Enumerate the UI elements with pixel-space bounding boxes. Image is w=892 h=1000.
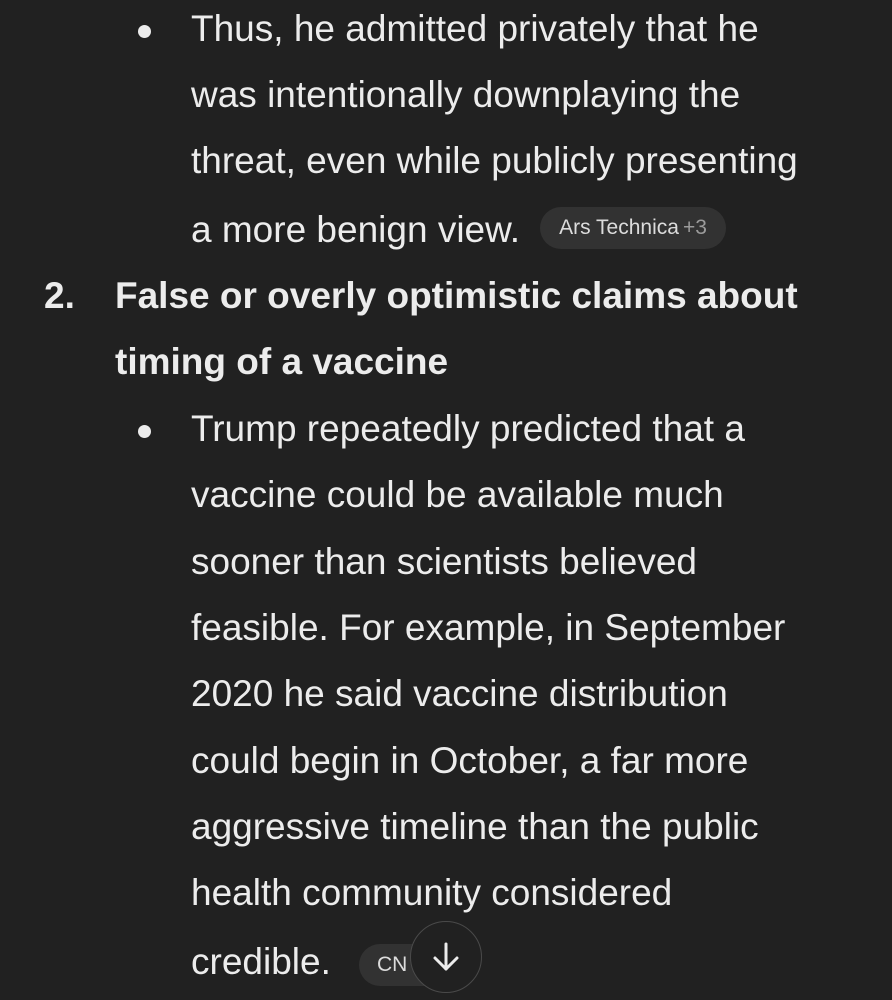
bullet-text-line: aggressive timeline than the public (191, 806, 759, 847)
arrow-down-icon (429, 940, 463, 974)
bullet-text-line: sooner than scientists believed (191, 541, 697, 582)
bullet-text-line: health community considered (191, 872, 673, 913)
scroll-to-bottom-button[interactable] (410, 921, 482, 993)
list-heading-line: timing of a vaccine (115, 341, 449, 382)
citation-source: Ars Technica (559, 216, 679, 240)
bullet-text-line: was intentionally downplaying the (191, 74, 741, 115)
bullet-text-line: could begin in October, a far more (191, 740, 749, 781)
bullet-text-line: feasible. For example, in September (191, 607, 786, 648)
bullet-dot (138, 425, 151, 438)
bullet-text-line: Thus, he admitted privately that he (191, 8, 759, 49)
bullet-text-line: threat, even while publicly presenting (191, 140, 798, 181)
list-heading-line: False or overly optimistic claims about (115, 275, 798, 316)
bullet-text-line: credible. (191, 941, 331, 982)
bullet-text-line: 2020 he said vaccine distribution (191, 673, 728, 714)
citation-chip-ars-technica[interactable] (540, 207, 726, 249)
bullet-text-line: vaccine could be available much (191, 474, 724, 515)
bullet-text-line-with-citation (191, 197, 726, 263)
citation-more-count: +3 (682, 216, 707, 240)
citation-source: CN (377, 953, 408, 976)
bullet-dot (138, 25, 151, 38)
bullet-text-line: a more benign view. (191, 209, 521, 250)
list-number: 2. (44, 275, 75, 316)
bullet-text-line: Trump repeatedly predicted that a (191, 408, 745, 449)
